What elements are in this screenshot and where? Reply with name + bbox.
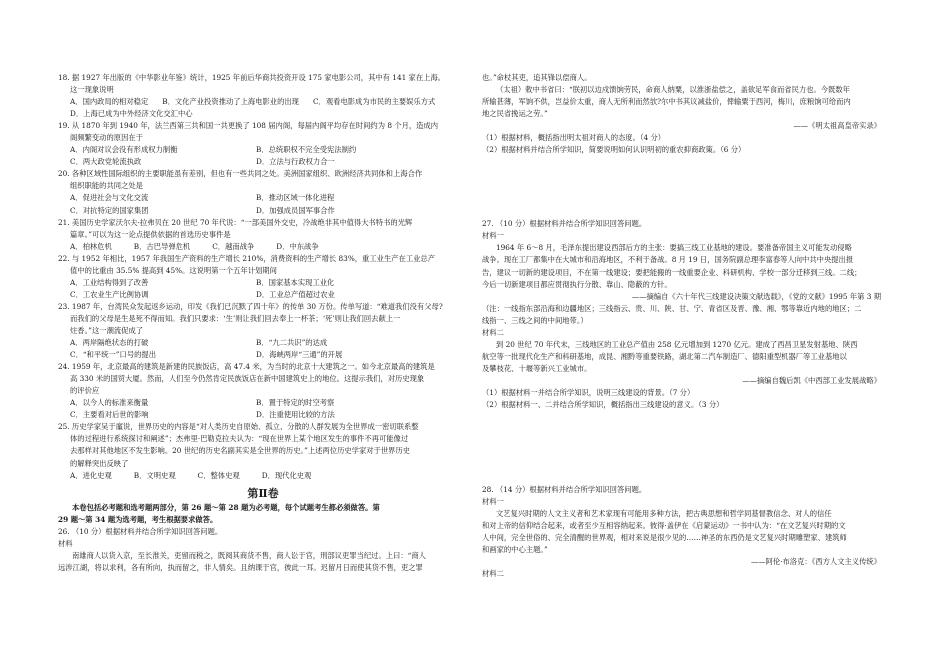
q19-options: [58, 144, 468, 168]
q26-cont-line4: 地之民省挽运之劳。”: [482, 109, 548, 119]
q24-option-a[interactable]: A．以今人的标准来衡量: [70, 398, 149, 408]
q25-stem-cont3: 的解释突出反映了: [70, 458, 129, 468]
q22-option-b[interactable]: B．国家基本实现工业化: [256, 277, 335, 287]
question-23: [58, 301, 468, 361]
q28-material-2-label: 材料二: [482, 569, 504, 579]
q22-option-d[interactable]: D．工业总产值超过农业: [256, 289, 335, 299]
q24-options: [58, 397, 468, 421]
q25-option-b[interactable]: B．文明史观: [133, 470, 176, 480]
question-27: [482, 218, 887, 411]
q19-option-c[interactable]: C．两大政党轮流执政: [70, 157, 142, 167]
q20-option-b[interactable]: B．推动区域一体化进程: [256, 193, 335, 203]
q23-stem: 23. 1987 年，台湾民众发起返乡运动，印发《我们已沉默了四十年》的传单 30 万份。传单写道：“难道我们没有父母?: [58, 301, 443, 311]
section-2-intro-cont: 29 题～第 34 题为选考题，考生根据要求做答。: [58, 514, 218, 524]
q28-material-1-label: 材料一: [482, 497, 504, 507]
question-19: [58, 120, 468, 168]
q20-stem-cont: 组织职能的共同之处是: [70, 181, 143, 191]
q26-source: ——《明太祖高皇帝实录》: [793, 121, 881, 131]
q23-stem-cont2: 炷香。”这一潮流促成了: [70, 325, 144, 335]
question-21: [58, 217, 468, 253]
q27-material-2-label: 材料二: [482, 327, 504, 337]
q18-option-d[interactable]: D．上海已成为中外经济文化交汇中心: [70, 109, 193, 119]
q27-material-2-text-3: 及攀枝花、十堰等新兴工业城市。: [482, 363, 592, 373]
q21-stem-cont: 篇章。”可以为这一论点提供依据的首选历史事件是: [70, 229, 231, 239]
q28-material-1-text: 文艺复兴时期的人文主义者和艺术家现有可能用多种方法，把古典思想和哲学同基督教信念、对人的信任: [496, 509, 832, 519]
q23-option-d[interactable]: D．海峡两岸“三通”的开展: [256, 350, 343, 360]
q28-material-1-text-4: 和画家的中心主题。”: [482, 545, 548, 555]
question-26-continued: [482, 72, 887, 156]
q27-material-1-text-3: 告，建议一切新的建设项目，不在第一线建设；要把能搬的一线重要企业、科研机构、学校一部分迁移到三线。二线；: [482, 267, 862, 277]
q27-note: （注：一线指东部沿海和边疆地区；三线指云、贵、川、陕、甘、宁、青省区及晋、豫、湘、鄂等靠近内地的地区；二: [482, 303, 862, 313]
q24-option-b[interactable]: B．置于特定的时空考察: [256, 398, 335, 408]
q24-option-c[interactable]: C．主要看对后世的影响: [70, 410, 149, 420]
q27-note-cont: 线指一、三线之间的中间地带。）: [482, 315, 588, 325]
q24-option-d[interactable]: D．注重使用比较的方法: [256, 410, 335, 420]
q27-material-1-text-2: 战争。现在工厂都集中在大城市和沿海地区，不利于备战。8 月 19 日，国务院副总理李富春等人向中共中央提出报: [482, 255, 854, 265]
question-28: [482, 484, 887, 580]
q28-material-1-text-3: 人中间，完全世俗的、完全清醒的世界观，相对来说是很少见的……神圣的东西仍是文艺复兴时期雕塑家、建筑师: [482, 533, 847, 543]
q27-material-1-text: 1964 年 6～8 月，毛泽东提出建设西部后方的主张：要搞三线工业基地的建设。要准备帝国主义可能发动侵略: [496, 243, 852, 253]
q21-options: [58, 241, 468, 253]
question-25: [58, 421, 468, 481]
q22-stem: 22. 与 1952 年相比，1957 年我国生产资料的生产增长 210%，消费资料的生产增长 83%，重工业生产在工业总产: [58, 253, 436, 263]
q27-head: 27. （10 分）根据材料并结合所学知识回答问题。: [482, 219, 647, 229]
q25-option-a[interactable]: A．进化史观: [70, 470, 112, 480]
q18-stem: 18. 据 1927 年出版的《中华影业年鉴》统计，1925 年前后华商共投资开设 175 家电影公司，其中有 141 家在上海。: [58, 73, 446, 82]
q18-option-c[interactable]: C．观看电影成为市民的主要娱乐方式: [312, 97, 436, 107]
q19-option-a[interactable]: A．内阁对议会没有形成权力制衡: [70, 145, 178, 155]
question-26: [58, 526, 468, 574]
q25-option-c[interactable]: C．整体史观: [197, 470, 240, 480]
q25-option-d[interactable]: D．现代化史观: [261, 470, 312, 480]
q27-material-1-text-4: 今后一切新建项目都应贯彻执行分散、靠山、隐蔽的方针。: [482, 279, 672, 289]
q18-option-a[interactable]: A．国内政局的相对稳定: [70, 97, 149, 107]
q21-stem: 21. 美国历史学家沃尔夫·拉弗贝在 20 世纪 70 年代说：“一部美国外交史，冷战绝非其中值得大书特书的光辉: [58, 217, 413, 227]
q26-head: 26. （10 分）根据材料并结合所学知识回答问题。: [58, 526, 223, 536]
q27-material-1-label: 材料一: [482, 231, 504, 241]
q19-stem: 19. 从 1870 年到 1940 年，法兰西第三共和国一共更换了 108 届内阁，每届内阁平均存在时间约为 8 个月，造成内: [58, 121, 439, 131]
q25-options: [58, 470, 468, 482]
question-24: [58, 361, 468, 421]
q20-option-c[interactable]: C．对抗特定的国家集团: [70, 205, 149, 215]
q25-stem-cont2: 去那样对其他地区不发生影响。20 世纪的历史名副其实是全世界的历史。”上述两位历史学家对于世界历史: [70, 446, 411, 456]
q27-material-1-source: ——摘编自《六十年代三线建设决策文献选载》，《党的文献》1995 年第 3 期: [631, 291, 881, 301]
q23-option-b[interactable]: B．“九二共识”的达成: [256, 338, 328, 348]
q26-material-text-cont: 远涉江湖，将以求利，各有所向，执而留之，非人情矣。且纳课于官，彼此一耳。迟留月日而使其货不售，吏之罪: [58, 562, 423, 572]
q27-material-2-source: ——摘编自魏后凯《中西部工业发展战略》: [742, 375, 881, 385]
q24-stem-cont2: 的评价应: [70, 386, 100, 396]
q19-stem-cont: 阁频繁变动的原因在于: [70, 133, 143, 143]
q22-stem-cont: 值中的比重由 35.5% 提高到 45%。这说明第一个五年计划期间: [70, 265, 277, 275]
q18-options: [58, 96, 468, 120]
q28-material-1-source: ——阿伦·布洛克：《西方人文主义传统》: [750, 557, 881, 567]
q26-task-1: （1）根据材料，概括指出明太祖对商人的态度。（4 分）: [482, 133, 666, 143]
question-18: [58, 72, 468, 120]
q23-options: [58, 337, 468, 361]
q28-material-1-text-2: 和对上帝的信仰结合起来，或者至少互相容纳起来。彼得·盖伊在《启蒙运动》一书中认为：“在文艺复兴时期的文: [482, 521, 846, 531]
q26-task-2: （2）根据材料并结合所学知识，简要说明如何认识明初的重农抑商政策。（6 分）: [482, 145, 746, 155]
q23-stem-cont: 而我们的父母是生是死不得而知。我们只要求：‘生’则让我们回去奉上一杯茶；‘死’则让我们回去献上一: [70, 313, 401, 323]
q19-option-b[interactable]: B．总统职权不完全受宪法制约: [256, 145, 357, 155]
q20-option-a[interactable]: A．促进社会与文化交流: [70, 193, 149, 203]
q20-option-d[interactable]: D．加强成员国军事合作: [256, 205, 335, 215]
q24-stem-cont: 高 330 米的国贸大厦。然而，人们至今仍然肯定民族饭店在新中国建筑史上的地位。这提示我们，对历史现象: [70, 374, 425, 384]
q18-stem-cont: 这一现象说明: [70, 85, 114, 95]
q26-cont-line2: （太祖）敕中书省曰：“朕初以边戍馈饷劳民，命商人纳粟，以淮浙盐偿之，盖欲足军食而省民力也。今既数年: [496, 85, 850, 95]
q27-material-2-text-2: 航空等一批现代化生产和科研基地，成昆、湘黔等重要铁路，湖北第二汽车制造厂、德阳重型机器厂等工业基地以: [482, 351, 847, 361]
q21-option-a[interactable]: A．柏林危机: [70, 241, 112, 251]
q20-stem: 20. 各种区域性国际组织的主要职能虽有差别，但也有一些共同之处。美洲国家组织、欧洲经济共同体和上海合作: [58, 169, 423, 179]
q22-option-a[interactable]: A．工业结构得到了改善: [70, 277, 149, 287]
q21-option-d[interactable]: D．中东战争: [276, 241, 319, 251]
q19-option-d[interactable]: D．立法与行政权力合一: [256, 157, 335, 167]
q23-option-a[interactable]: A．两岸隔绝状态的打破: [70, 338, 149, 348]
q27-task-1: （1）根据材料一并结合所学知识，说明三线建设的背景。（7 分）: [482, 387, 695, 397]
q18-option-b[interactable]: B．文化产业投资推动了上海电影业的出现: [162, 97, 299, 107]
q28-head: 28. （14 分）根据材料并结合所学知识回答问题。: [482, 485, 647, 495]
question-20: [58, 168, 468, 216]
q25-stem-cont: 体的过程进行系统探讨和阐述”；杰弗里·巴勒克拉夫认为：“现在世界上某个地区发生的事件不再可能像过: [70, 434, 409, 444]
q21-option-b[interactable]: B．古巴导弹危机: [133, 241, 191, 251]
q26-cont-line1: 也。”命杖其吏，追其锋以偿商人。: [482, 73, 592, 82]
section-2-title: 第Ⅱ卷: [247, 486, 279, 500]
q27-task-2: （2）根据材料一、二并结合所学知识，概括指出三线建设的意义。（3 分）: [482, 400, 724, 410]
q22-options: [58, 277, 468, 301]
section-2-intro: 本卷包括必考题和选考题两部分，第 26 题～第 28 题为必考题，每个试题考生都必须做答。第: [72, 502, 380, 512]
q26-material-label: 材料: [58, 538, 73, 548]
q27-material-2-text: 到 20 世纪 70 年代末，三线地区的工业总产值由 258 亿元增加到 1270 亿元。建成了西昌卫星发射基地、陕西: [496, 339, 858, 349]
q20-options: [58, 192, 468, 216]
question-22: [58, 253, 468, 301]
q22-option-c[interactable]: C．工农业生产比例协调: [70, 289, 149, 299]
q23-option-c[interactable]: C．“和平统一”口号的提出: [70, 350, 157, 360]
q26-cont-line3: 所输甚薄，军饷不供，岂益价太重，商人无所利而然欤?尔中书其议减盐价，俾输粟于西河，梅川，庶粮饷可给而内: [482, 97, 851, 107]
q25-stem: 25. 历史学家吴于廑说，世界历史的内容是“对人类历史自原始、孤立、分散的人群发展为全世界成一密切联系整: [58, 422, 419, 432]
q26-material-text: 南雄商人以货入京，至长淮关，吏留而税之，既阅其商货不售，商人讼于官，刑部议吏罪当纪过。上曰：“商人: [72, 550, 426, 560]
q24-stem: 24. 1959 年，北京最高的建筑是新建的民族饭店，高 47.4 米，为当时的北京十大建筑之一。如今北京最高的建筑是: [58, 362, 435, 372]
right-column: [482, 72, 887, 580]
q21-option-c[interactable]: C．越南战争: [212, 241, 255, 251]
left-column: [58, 72, 468, 574]
